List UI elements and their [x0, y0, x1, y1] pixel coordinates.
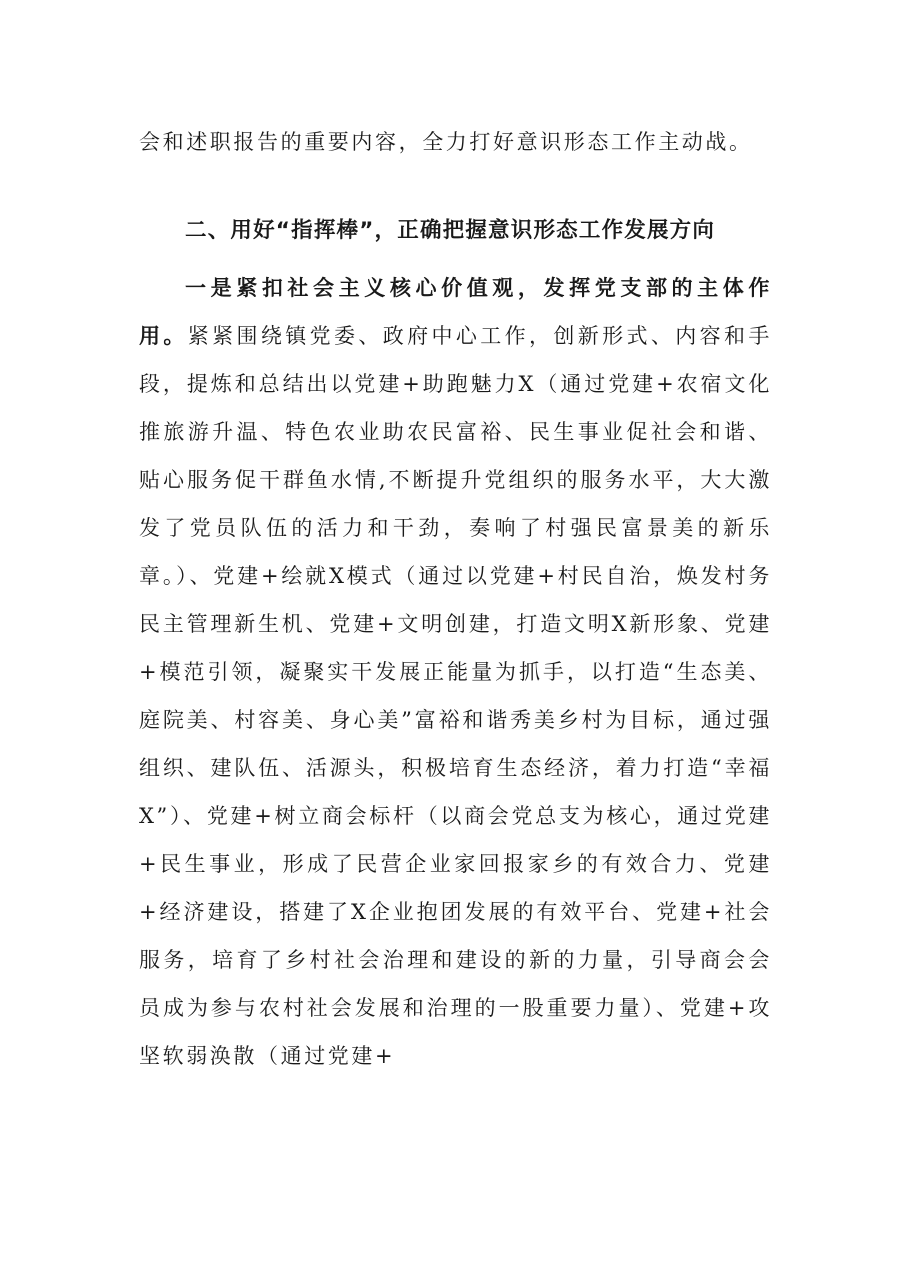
paragraph-1 [139, 264, 772, 1080]
paragraph-1-lead: 一是紧扣社会主义核心价值观，发挥党支部的主体作用。 [139, 275, 772, 348]
section-heading: 二、用好“指挥棒”，正确把握意识形态工作发展方向 [185, 218, 716, 243]
paragraph-1-body: 紧紧围绕镇党委、政府中心工作，创新形式、内容和手段，提炼和总结出以党建+助跑魅力X（通过党建+农宿文化推旅游升温、特色农业助农民富裕、民生事业促社会和谐、贴心服务促干群鱼水情,不断提升党组织的服务水平，大大激发了党员队伍的活力和干劲，奏响了村强民富景美的新乐章。）、党建+绘就X模式（通过以党建+村民自治，焕发村务民主管理新生机、党建+文明创建，打造文明X新形象、党建+模范引领，凝聚实干发展正能量为抓手，以打造“生态美、庭院美、村容美、身心美”富裕和谐秀美乡村为目标，通过强组织、建队伍、活源头，积极培育生态经济，着力打造“幸福X”）、党建+树立商会标杆（以商会党总支为核心，通过党建+民生事业，形成了民营企业家回报家乡的有效合力、党建+经济建设，搭建了X企业抱团发展的有效平台、党建+社会服务，培育了乡村社会治理和建设的新的力量，引导商会会员成为参与农村社会发展和治理的一股重要力量）、党建+攻坚软弱涣散（通过党建+ [139, 324, 773, 1068]
document-body [139, 118, 772, 1080]
continued-paragraph: 会和述职报告的重要内容，全力打好意识形态工作主动战。 [139, 130, 753, 154]
